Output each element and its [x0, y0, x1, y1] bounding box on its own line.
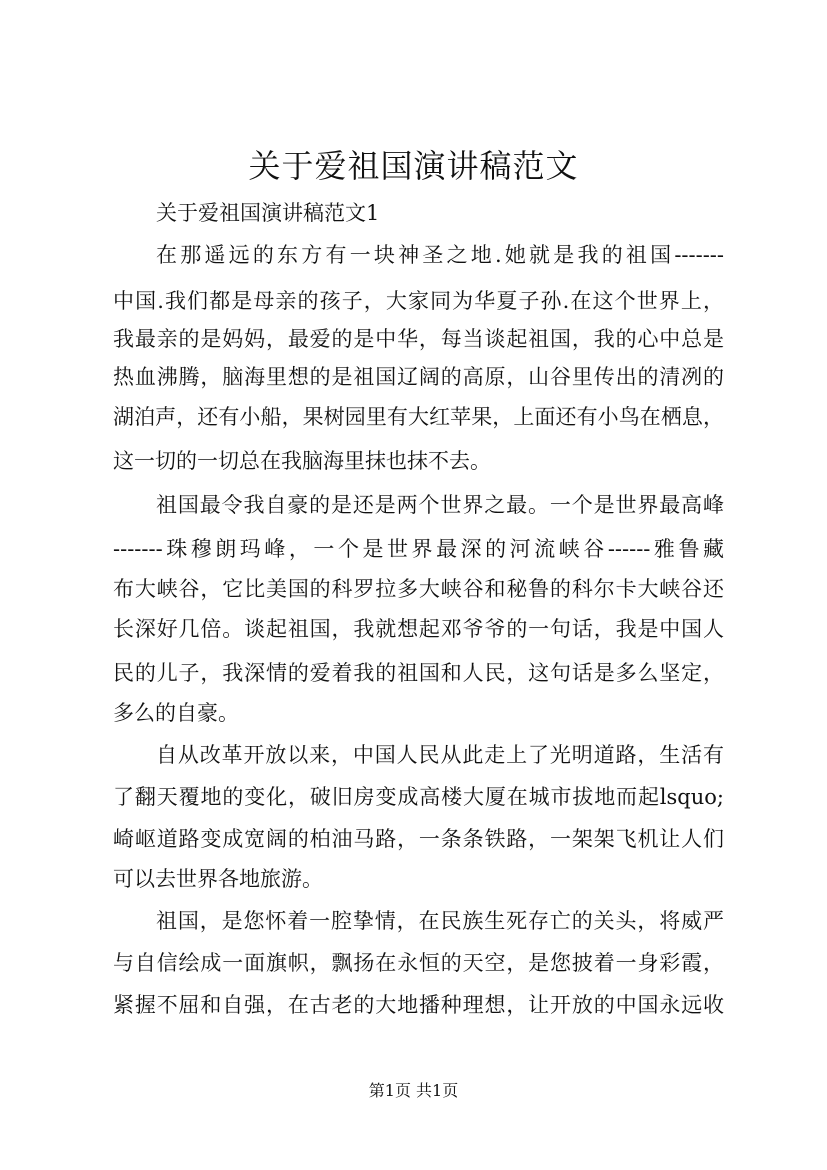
- paragraph-line: 自从改革开放以来，中国人民从此走上了光明道路，生活有: [156, 743, 724, 767]
- paragraph-line: 可以去世界各地旅游。: [113, 867, 323, 891]
- paragraph-line: 祖国，是您怀着一腔挚情，在民族生死存亡的关头，将威严: [156, 909, 724, 933]
- paragraph-line: 布大峡谷，它比美国的科罗拉多大峡谷和秘鲁的科尔卡大峡谷还: [113, 577, 724, 601]
- paragraph-line: 湖泊声，还有小船，果树园里有大红苹果，上面还有小鸟在栖息，: [113, 405, 724, 429]
- paragraph-line: 祖国最令我自豪的是还是两个世界之最。一个是世界最高峰: [156, 493, 724, 517]
- paragraph-line: 紧握不屈和自强，在古老的大地播种理想，让开放的中国永远收: [113, 993, 724, 1017]
- paragraph-line: 热血沸腾，脑海里想的是祖国辽阔的高原，山谷里传出的清冽的: [113, 365, 724, 389]
- paragraph-line: 我最亲的是妈妈，最爱的是中华，每当谈起祖国，我的心中总是: [113, 327, 724, 351]
- paragraph-line: 了翻天覆地的变化，破旧房变成高楼大厦在城市拔地而起lsquo;: [113, 785, 724, 809]
- paragraph-line: 中国.我们都是母亲的孩子，大家同为华夏子孙.在这个世界上，: [113, 289, 724, 313]
- paragraph-line: -------珠穆朗玛峰，一个是世界最深的河流峡谷------雅鲁藏: [113, 537, 724, 561]
- paragraph-line: 民的儿子，我深情的爱着我的祖国和人民，这句话是多么坚定，: [113, 661, 724, 685]
- paragraph-line: 崎岖道路变成宽阔的柏油马路，一条条铁路，一架架飞机让人们: [113, 827, 724, 851]
- paragraph-line: 长深好几倍。谈起祖国，我就想起邓爷爷的一句话，我是中国人: [113, 617, 724, 641]
- paragraph-line: 这一切的一切总在我脑海里抹也抹不去。: [113, 449, 491, 473]
- page-footer: 第1页 共1页: [368, 1081, 459, 1100]
- paragraph-line: 与自信绘成一面旗帜，飘扬在永恒的天空，是您披着一身彩霞，: [113, 951, 724, 975]
- document-subtitle: 关于爱祖国演讲稿范文1: [156, 201, 380, 225]
- paragraph-line: 在那遥远的东方有一块神圣之地.她就是我的祖国-------: [156, 243, 724, 267]
- document-title: 关于爱祖国演讲稿范文: [248, 147, 579, 185]
- paragraph-line: 多么的自豪。: [113, 701, 239, 725]
